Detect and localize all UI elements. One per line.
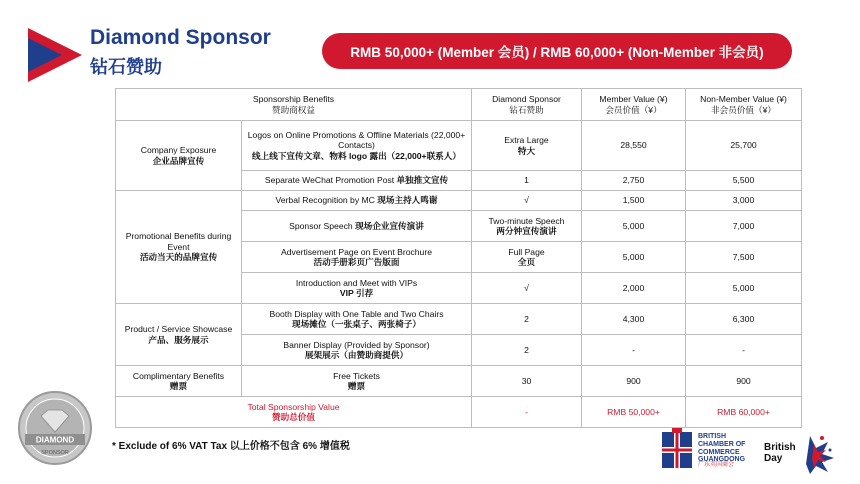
table-row <box>116 304 802 335</box>
benefit-cell: Separate WeChat Promotion Post 单独推文宣传 <box>242 171 472 191</box>
member-value-cell: - <box>582 335 686 366</box>
nonmember-value-cell: 900 <box>686 366 802 397</box>
page-title-cn: 钻石赞助 <box>90 57 162 77</box>
nonmember-value-cell: 25,700 <box>686 121 802 171</box>
header-member-value: Member Value (¥) 会员价值（¥） <box>582 89 686 121</box>
bccg-logo <box>660 428 760 476</box>
vat-footnote: * Exclude of 6% VAT Tax 以上价格不包含 6% 增值税 <box>112 441 350 452</box>
svg-text:DIAMOND: DIAMOND <box>35 435 75 445</box>
benefits-table <box>115 88 802 428</box>
total-diamond-cell: - <box>472 397 582 428</box>
category-cell: Product / Service Showcase 产品、服务展示 <box>116 304 242 366</box>
diamond-cell: √ <box>472 191 582 211</box>
benefit-cell: Sponsor Speech 现场企业宣传演讲 <box>242 211 472 242</box>
nonmember-value-cell: 5,000 <box>686 273 802 304</box>
bccg-line-3: COMMERCE GUANGDONG <box>698 449 746 463</box>
bccg-line-1: BRITISH <box>698 433 726 440</box>
nonmember-value-cell: 3,000 <box>686 191 802 211</box>
svg-text:SPONSOR: SPONSOR <box>41 450 69 456</box>
table-row <box>116 121 802 171</box>
total-row <box>116 397 802 428</box>
total-label-cell: Total Sponsorship Value 赞助总价值 <box>116 397 472 428</box>
bccg-cn-name: 广东英国商会 <box>698 462 735 468</box>
british-day-logo <box>760 430 836 476</box>
brand-triangle-icon <box>28 28 82 82</box>
table-row <box>116 191 802 211</box>
member-value-cell: 5,000 <box>582 211 686 242</box>
member-value-cell: 900 <box>582 366 686 397</box>
benefit-cell: Booth Display with One Table and Two Chairs 现场摊位（一张桌子、两张椅子） <box>242 304 472 335</box>
header-nonmember-value: Non-Member Value (¥) 非会员价值（¥） <box>686 89 802 121</box>
category-cell: Promotional Benefits during Event 活动当天的品牌宣传 <box>116 191 242 304</box>
total-member-cell: RMB 50,000+ <box>582 397 686 428</box>
diamond-cell: Two-minute Speech 两分钟宣传演讲 <box>472 211 582 242</box>
diamond-cell: 30 <box>472 366 582 397</box>
table-row <box>116 366 802 397</box>
benefit-cell: Free Tickets 赠票 <box>242 366 472 397</box>
benefit-cell: Introduction and Meet with VIPs VIP 引荐 <box>242 273 472 304</box>
benefit-cell: Verbal Recognition by MC 现场主持人鸣谢 <box>242 191 472 211</box>
diamond-cell: √ <box>472 273 582 304</box>
nonmember-value-cell: 5,500 <box>686 171 802 191</box>
bccg-emblem-icon <box>660 428 694 474</box>
british-day-text: British Day <box>764 442 796 464</box>
table-header-row <box>116 89 802 121</box>
benefit-cell: Logos on Online Promotions & Offline Materials (22,000+ Contacts) 线上线下宣传文章、物料 logo 露出（22,000+联系人） <box>242 121 472 171</box>
diamond-cell: 2 <box>472 335 582 366</box>
page-title: Diamond Sponsor <box>90 26 271 49</box>
diamond-cell: 2 <box>472 304 582 335</box>
total-nonmember-cell: RMB 60,000+ <box>686 397 802 428</box>
benefit-cell: Banner Display (Provided by Sponsor) 展架展示（由赞助商提供） <box>242 335 472 366</box>
member-value-cell: 5,000 <box>582 242 686 273</box>
bccg-line-2: CHAMBER OF <box>698 441 746 448</box>
header-diamond: Diamond Sponsor 钻石赞助 <box>472 89 582 121</box>
nonmember-value-cell: 6,300 <box>686 304 802 335</box>
diamond-sponsor-seal-icon <box>8 390 102 466</box>
diamond-cell: 1 <box>472 171 582 191</box>
nonmember-value-cell: - <box>686 335 802 366</box>
member-value-cell: 1,500 <box>582 191 686 211</box>
member-value-cell: 28,550 <box>582 121 686 171</box>
member-value-cell: 2,000 <box>582 273 686 304</box>
member-value-cell: 4,300 <box>582 304 686 335</box>
header-benefits: Sponsorship Benefits 赞助商权益 <box>116 89 472 121</box>
nonmember-value-cell: 7,500 <box>686 242 802 273</box>
diamond-cell: Extra Large 特大 <box>472 121 582 171</box>
nonmember-value-cell: 7,000 <box>686 211 802 242</box>
member-value-cell: 2,750 <box>582 171 686 191</box>
category-cell: Complimentary Benefits 赠票 <box>116 366 242 397</box>
category-cell: Company Exposure 企业品牌宣传 <box>116 121 242 191</box>
diamond-cell: Full Page 全页 <box>472 242 582 273</box>
benefit-cell: Advertisement Page on Event Brochure 活动手册彩页广告版面 <box>242 242 472 273</box>
price-banner: RMB 50,000+ (Member 会员) / RMB 60,000+ (Non-Member 非会员) <box>322 33 792 69</box>
